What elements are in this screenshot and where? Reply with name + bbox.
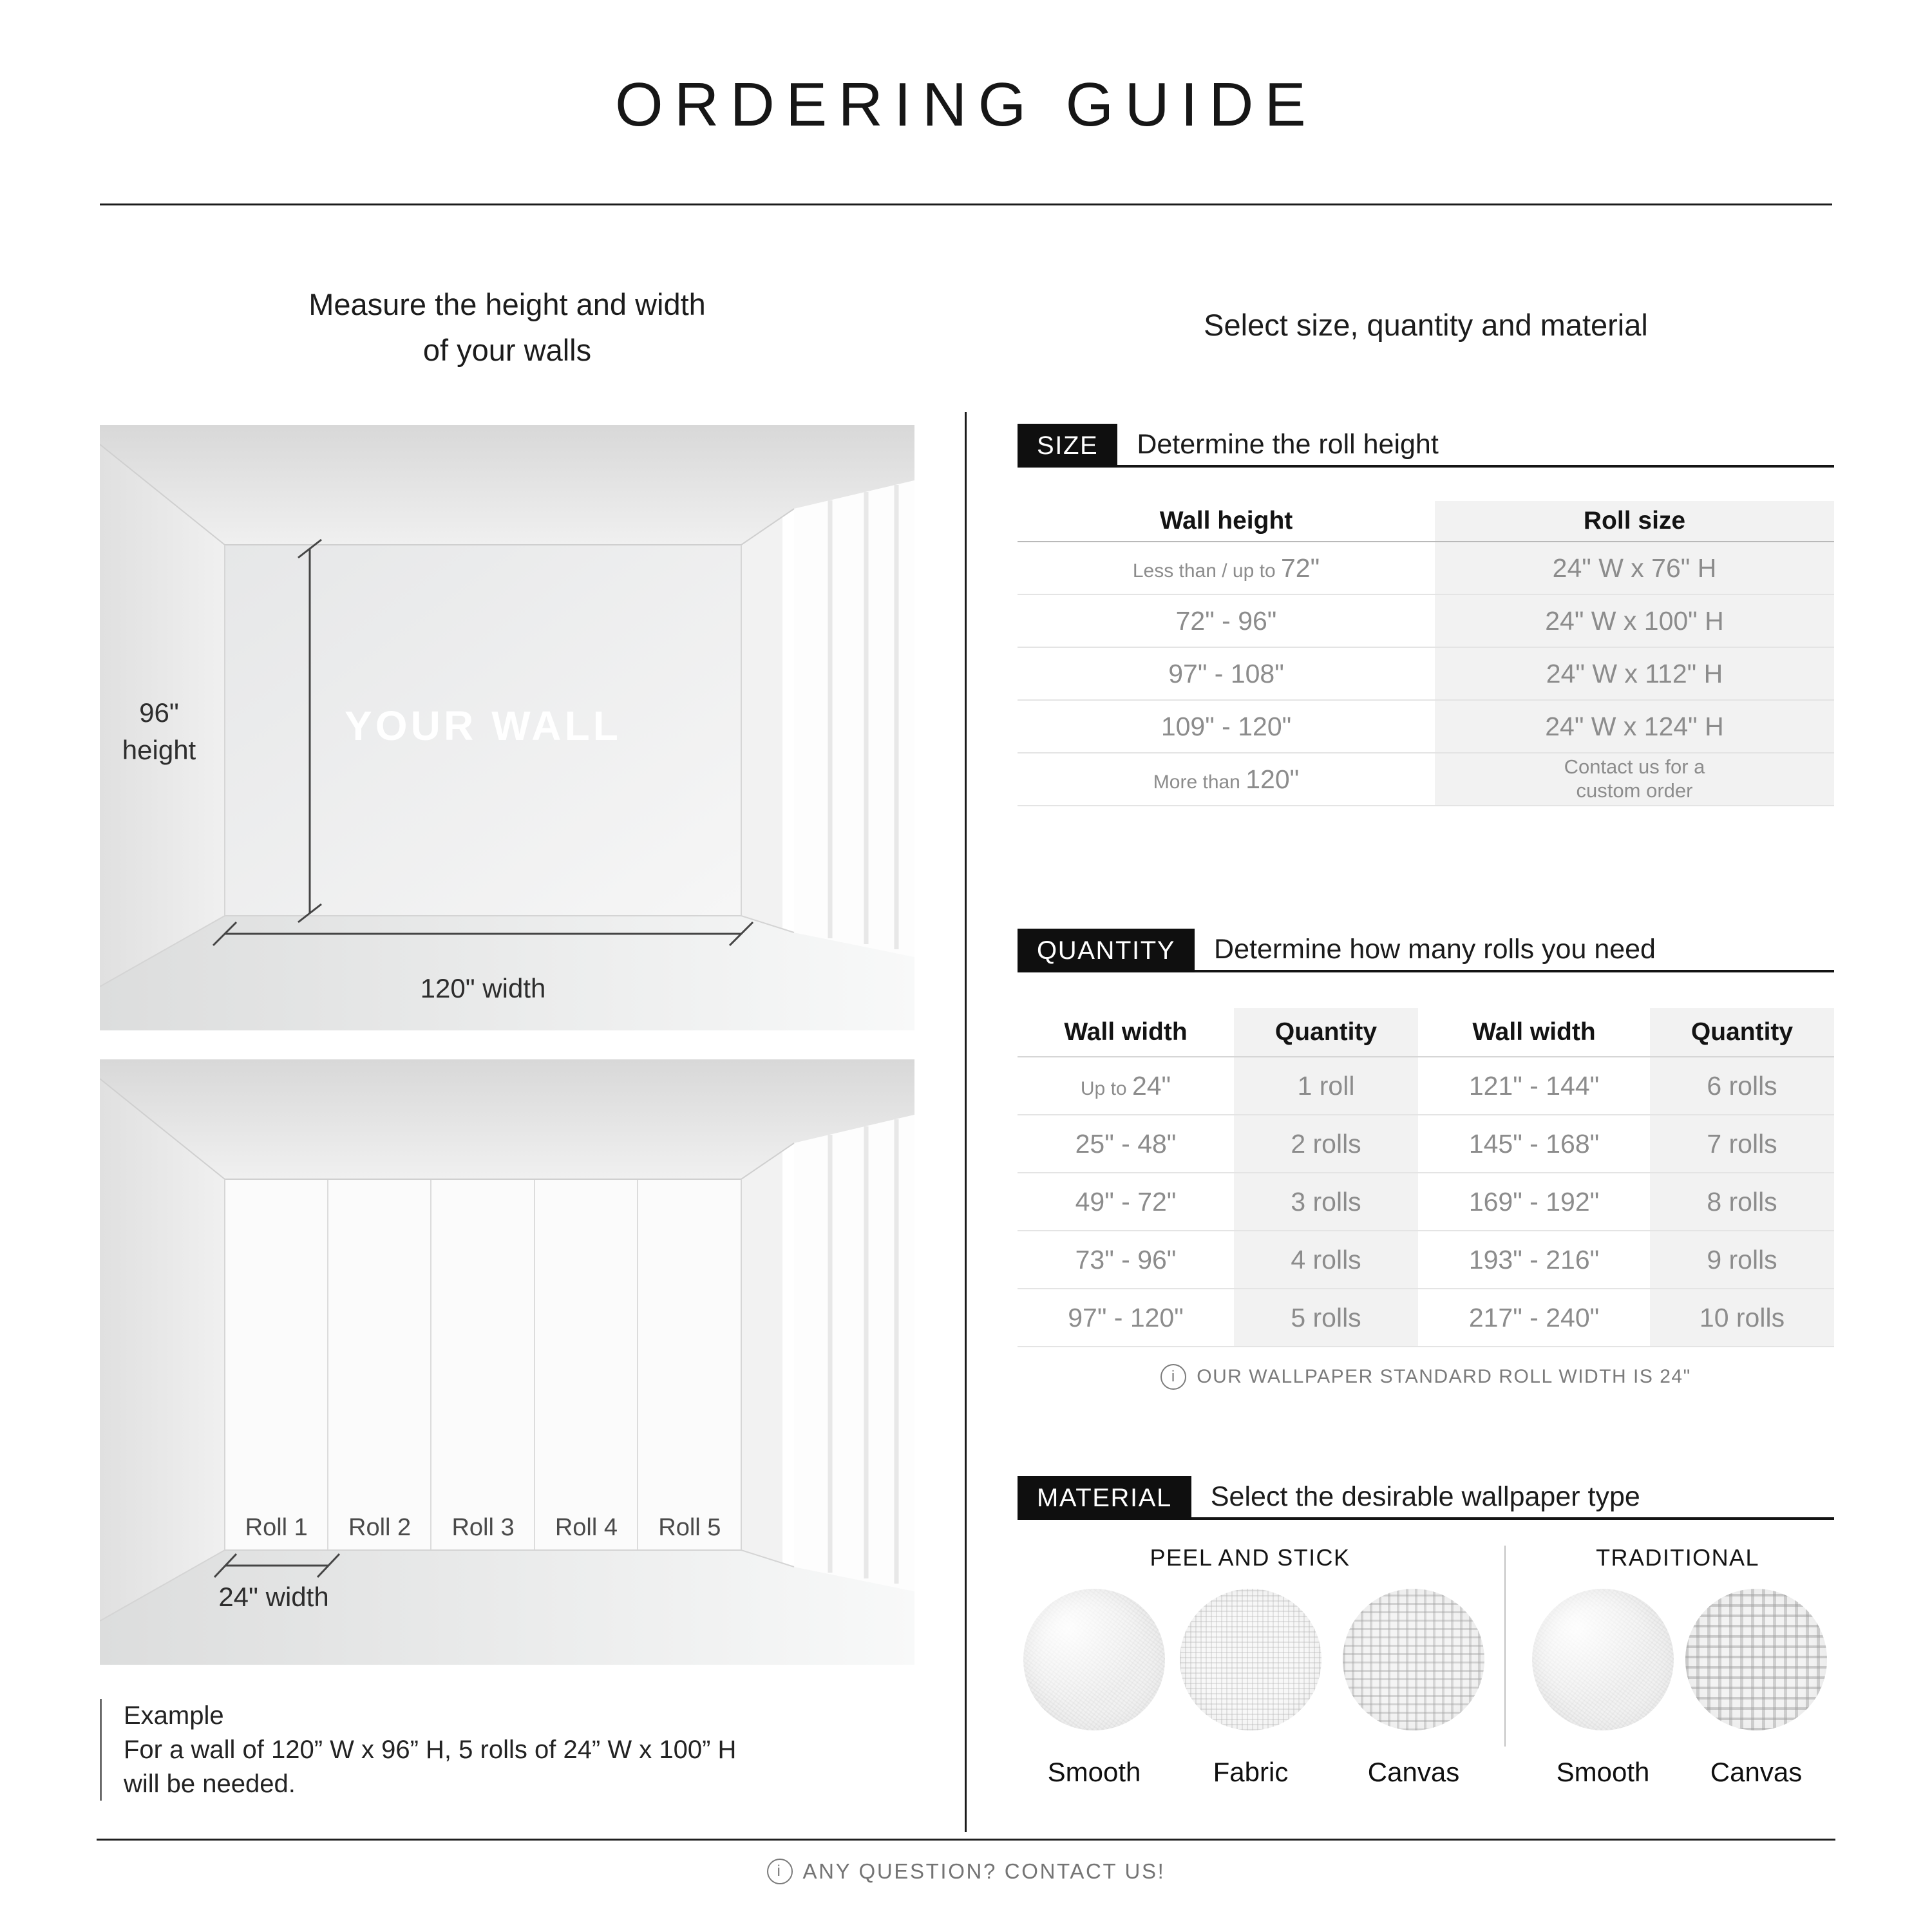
size-table-row: 109" - 120" 24" W x 124" H (1018, 701, 1834, 753)
example-block (100, 1699, 916, 1801)
swatch-name: Canvas (1710, 1757, 1803, 1787)
page-title: ORDERING GUIDE (615, 70, 1317, 139)
size-table-row: 72" - 96" 24" W x 100" H (1018, 595, 1834, 648)
size-table-row: More than 120" Contact us for a custom order (1018, 753, 1834, 806)
size-table-row: 97" - 108" 24" W x 112" H (1018, 648, 1834, 701)
quantity-table-row: 97" - 120" 5 rolls 217" - 240" 10 rolls (1018, 1289, 1834, 1347)
swatch-smooth-traditional (1532, 1589, 1674, 1730)
size-section-header (1018, 424, 1834, 468)
size-table (1018, 501, 1834, 806)
size-table-header-row (1018, 501, 1834, 542)
example-title: Example (124, 1701, 224, 1730)
roll-panel-labels (225, 1514, 741, 1542)
swatch-name: Smooth (1047, 1757, 1141, 1787)
size-col2-header: Roll size (1435, 501, 1834, 541)
traditional-group-label: TRADITIONAL (1596, 1544, 1759, 1571)
your-wall-label: YOUR WALL (344, 703, 622, 749)
material-label-badge: MATERIAL (1018, 1476, 1191, 1520)
footer-divider (97, 1839, 1835, 1841)
roll-label: Roll 2 (348, 1514, 412, 1541)
material-section-header (1018, 1476, 1834, 1520)
roll-width-note (1018, 1364, 1834, 1390)
quantity-title-wrap (1195, 929, 1834, 972)
size-label-badge: SIZE (1018, 424, 1117, 468)
material-group-divider (1504, 1546, 1506, 1747)
swatch-name: Fabric (1213, 1757, 1289, 1787)
select-heading: Select size, quantity and material (1204, 308, 1648, 342)
column-divider (965, 412, 967, 1832)
quantity-section-header (1018, 929, 1834, 972)
room-illustration-measure (100, 425, 914, 1030)
swatch-canvas-traditional (1685, 1589, 1827, 1730)
info-icon: i (1160, 1364, 1186, 1390)
quantity-table-row: 73" - 96" 4 rolls 193" - 216" 9 rolls (1018, 1231, 1834, 1289)
size-title-wrap (1117, 424, 1834, 468)
room-scene-graphic (100, 1059, 914, 1665)
info-icon: i (767, 1859, 793, 1884)
size-section-title: Determine the roll height (1137, 428, 1439, 460)
quantity-table-header-row: Wall width Quantity Wall width Quantity (1018, 1008, 1834, 1057)
room-illustration-rolls (100, 1059, 914, 1665)
roll-width-dimension-label: 24" width (218, 1582, 329, 1612)
example-line2: will be needed. (124, 1769, 296, 1798)
size-col1-header: Wall height (1159, 507, 1293, 535)
width-dimension-label: 120" width (420, 973, 546, 1003)
quantity-section-title: Determine how many rolls you need (1214, 933, 1656, 965)
example-line1: For a wall of 120” W x 96” H, 5 rolls of 24” W x 100” H (124, 1735, 737, 1764)
material-title-wrap (1191, 1476, 1834, 1520)
roll-label: Roll 5 (658, 1514, 721, 1541)
roll-label: Roll 3 (451, 1514, 515, 1541)
quantity-table (1018, 1008, 1834, 1347)
quantity-table-row: 25" - 48" 2 rolls 145" - 168" 7 rolls (1018, 1115, 1834, 1173)
swatch-fabric-peel (1180, 1589, 1321, 1730)
peel-and-stick-group-label: PEEL AND STICK (1150, 1544, 1350, 1571)
quantity-table-row: 49" - 72" 3 rolls 169" - 192" 8 rolls (1018, 1173, 1834, 1231)
measure-heading-line2: of your walls (422, 332, 592, 367)
quantity-label-badge: QUANTITY (1018, 929, 1195, 972)
roll-label: Roll 1 (245, 1514, 308, 1541)
measure-heading (100, 282, 914, 373)
swatch-name: Smooth (1556, 1757, 1650, 1787)
roll-width-note-text: OUR WALLPAPER STANDARD ROLL WIDTH IS 24" (1197, 1366, 1691, 1387)
custom-order-note: Contact us for a custom order (1564, 755, 1705, 802)
footer-text: ANY QUESTION? CONTACT US! (802, 1859, 1166, 1883)
swatch-name: Canvas (1367, 1757, 1460, 1787)
swatch-smooth-peel (1023, 1589, 1165, 1730)
roll-label: Roll 4 (554, 1514, 618, 1541)
footer (0, 1859, 1932, 1884)
size-table-row: Less than / up to 72" 24" W x 76" H (1018, 542, 1834, 595)
measure-heading-line1: Measure the height and width (308, 287, 706, 321)
swatch-canvas-peel (1343, 1589, 1484, 1730)
material-section-title: Select the desirable wallpaper type (1210, 1481, 1640, 1512)
title-divider (100, 204, 1832, 205)
quantity-table-row: Up to 24" 1 roll 121" - 144" 6 rolls (1018, 1057, 1834, 1115)
height-dimension-label: 96" height (122, 697, 196, 765)
